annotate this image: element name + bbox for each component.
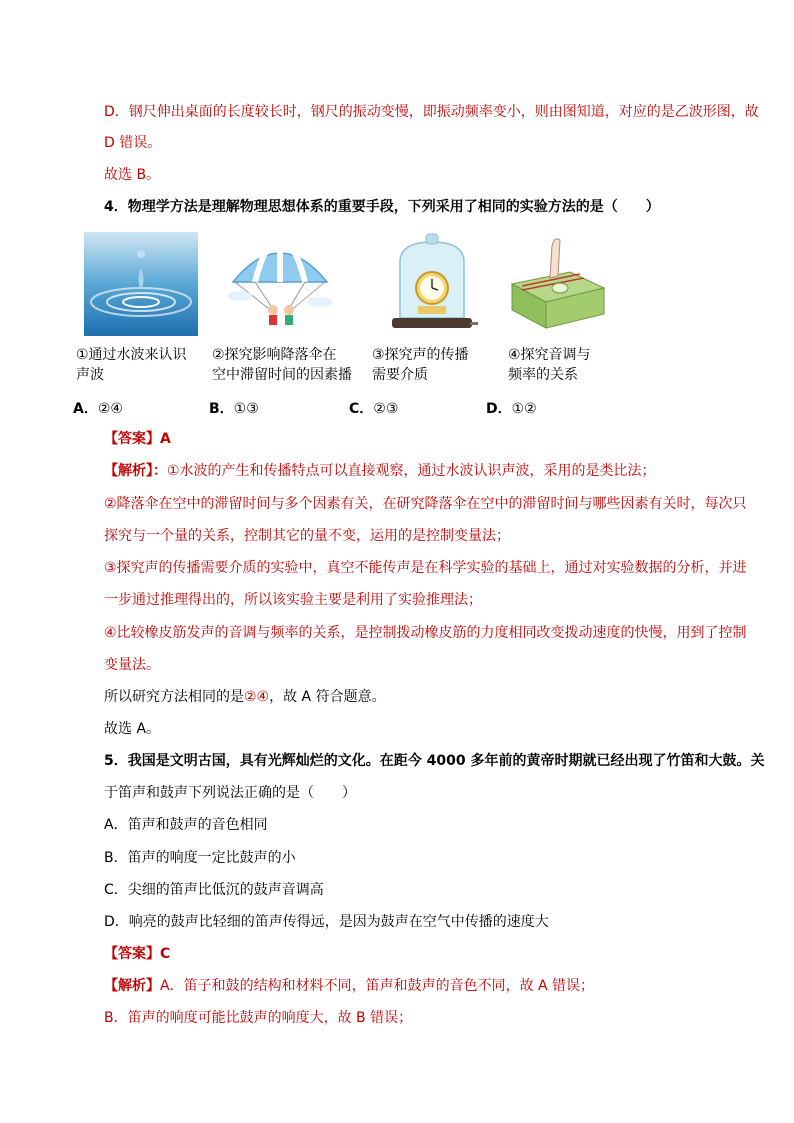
q4-analysis-4: ③探究声的传播需要介质的实验中，真空不能传声是在科学实验的基础上，通过对实验数据的分析，并进 <box>104 560 747 576</box>
q4-analysis-1: 【解析】：①水波的产生和传播特点可以直接观察，通过水波认识声波，采用的是类比法； <box>104 463 656 479</box>
parachute-image <box>225 232 335 336</box>
prev-choose: 故选 B。 <box>104 167 161 183</box>
q5-option-d: D．响亮的鼓声比轻细的笛声传得远，是因为鼓声在空气中传播的速度大 <box>104 914 549 930</box>
caption-4: ④探究音调与 频率的关系 <box>508 347 591 383</box>
q4-option-b: B．①③ <box>209 401 259 417</box>
q5-option-b: B．笛声的响度一定比鼓声的小 <box>104 850 296 866</box>
q5-analysis-2: B．笛声的响度可能比鼓声的响度大，故 B 错误； <box>104 1010 413 1026</box>
q4-choose: 故选 A。 <box>104 721 161 737</box>
q4-analysis-2: ②降落伞在空中的滞留时间与多个因素有关，在研究降落伞在空中的滞留时间与哪些因素有关时，每次只 <box>104 496 747 512</box>
q5-option-c: C．尖细的笛声比低沉的鼓声音调高 <box>104 882 324 898</box>
prev-d-line2: D 错误。 <box>104 135 162 151</box>
q4-option-a: A．②④ <box>73 401 123 417</box>
bell-jar-image <box>386 232 478 336</box>
q4-conclusion: 所以研究方法相同的是②④，故 A 符合题意。 <box>104 689 386 705</box>
caption-3: ③探究声的传播 需要介质 <box>372 347 469 383</box>
q4-analysis-5: 一步通过推理得出的，所以该实验主要是利用了实验推理法； <box>104 592 482 608</box>
q4-option-c: C．②③ <box>349 401 399 417</box>
water-ripple-image <box>84 232 198 336</box>
q5-answer: 【答案】C <box>104 946 171 962</box>
rubber-band-box-image <box>510 232 606 336</box>
caption-1: ①通过水波来认识 声波 <box>76 347 187 383</box>
q5-option-a: A．笛声和鼓声的音色相同 <box>104 817 268 833</box>
q4-analysis-6: ④比较橡皮筋发声的音调与频率的关系，是控制拨动橡皮筋的力度相同改变拨动速度的快慢，用到了控制 <box>104 625 747 641</box>
q4-analysis-7: 变量法。 <box>104 657 160 673</box>
q5-stem-2: 于笛声和鼓声下列说法正确的是（ ） <box>104 785 356 801</box>
q4-stem: 4．物理学方法是理解物理思想体系的重要手段，下列采用了相同的实验方法的是（ ） <box>104 199 660 215</box>
prev-d-line1: D．钢尺伸出桌面的长度较长时，钢尺的振动变慢，即振动频率变小，则由图知道，对应的是乙波形图，故 <box>104 104 759 120</box>
q4-answer: 【答案】A <box>104 431 171 447</box>
q5-analysis-1: 【解析】A．笛子和鼓的结构和材料不同，笛声和鼓声的音色不同，故 A 错误； <box>104 978 595 994</box>
q5-stem-1: 5．我国是文明古国，具有光辉灿烂的文化。在距今 4000 多年前的黄帝时期就已经出现了竹笛和大鼓。关 <box>104 753 765 769</box>
q4-option-d: D．①② <box>486 401 537 417</box>
caption-2: ②探究影响降落伞在 空中滞留时间的因素播 <box>212 347 352 383</box>
q4-analysis-3: 探究与一个量的关系，控制其它的量不变，运用的是控制变量法； <box>104 528 510 544</box>
